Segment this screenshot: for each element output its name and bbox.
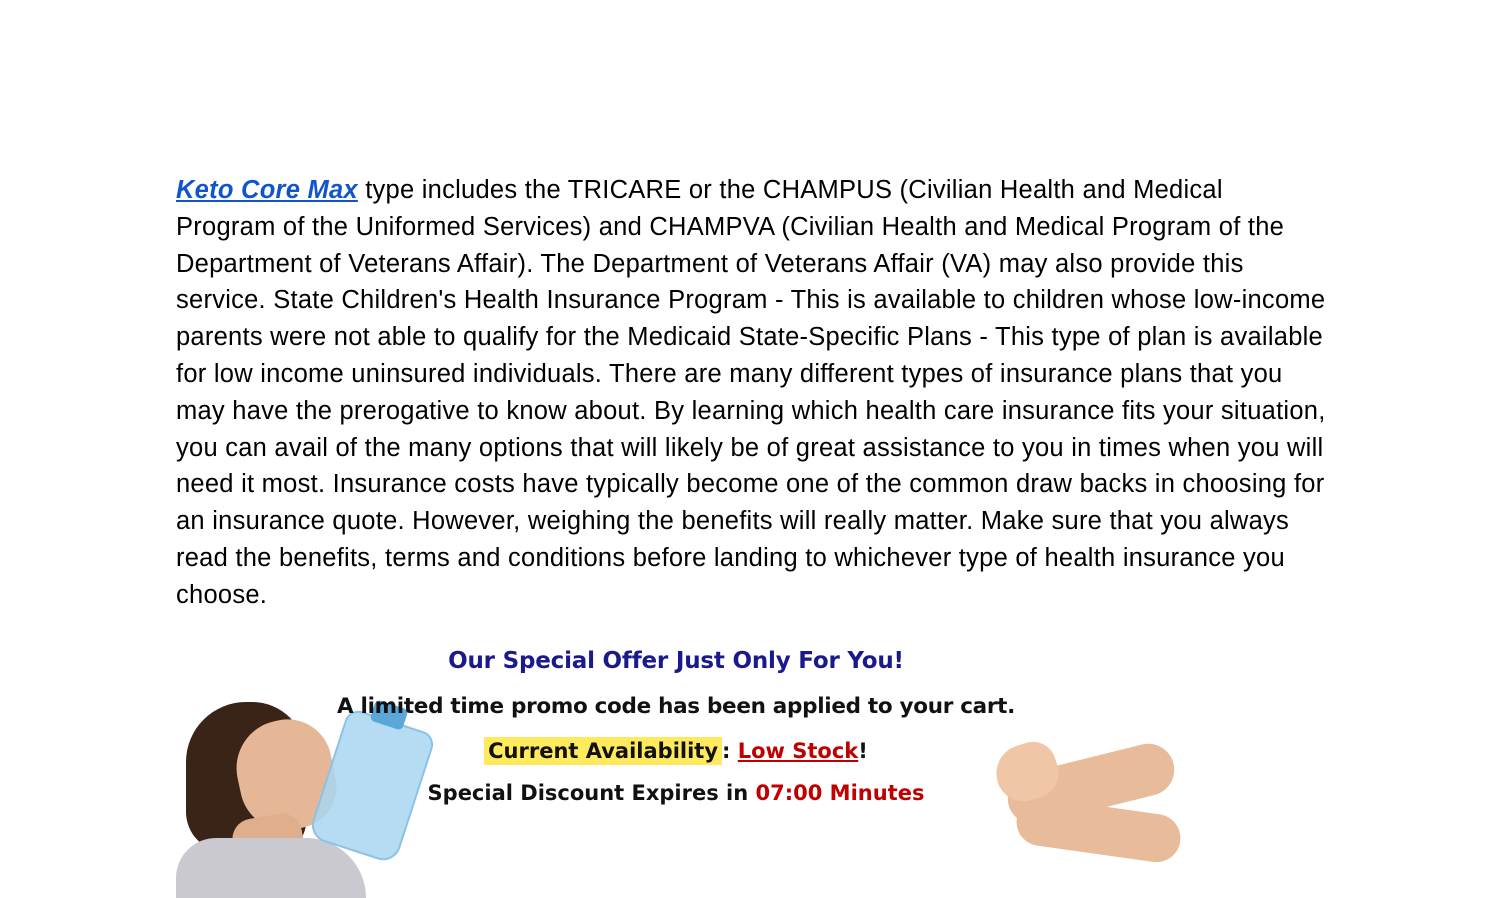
shoulder-shape [176,838,366,898]
availability-label: Current Availability [484,737,722,765]
promo-inner [176,640,1176,870]
paragraph-text: type includes the TRICARE or the CHAMPUS (Civilian Health and Medical Program of the Uniformed Services) and CHAMPVA (Civilian Health and Medical Program of the Department of Veterans Affair). The Department of Veterans Affair (VA) may also provide this service. State Children's Health Insurance Program - This is available to children whose low-income parents were not able to qualify for the Medicaid State-Specific Plans - This type of plan is available for low income uninsured individuals. There are many different types of insurance plans that you may have the prerogative to know about. By learning which health care insurance fits your situation, you can avail of the many options that will likely be of great assistance to you in times when you will need it most. Insurance costs have typically become one of the common draw backs in choosing for an insurance quote. However, weighing the benefits will really matter. Make sure that you always read the benefits, terms and conditions before landing to whichever type of health insurance you choose. [176,176,1326,609]
availability-separator: : [722,739,738,764]
article-body [176,172,1326,614]
promotional-banner[interactable] [176,640,1176,805]
paragraph-health-insurance [176,172,1326,614]
timer-label: Special Discount Expires in [427,780,756,805]
timer-value: 07:00 Minutes [755,780,925,805]
product-link-keto-core-max[interactable]: Keto Core Max [176,176,358,204]
availability-suffix: ! [858,739,868,764]
discount-timer-line [176,781,1176,806]
promo-text-column [176,640,1176,806]
status-badge-stock: Low Stock [737,739,859,764]
promo-headline: Our Special Offer Just Only For You! [448,648,904,674]
promo-subline: A limited time promo code has been applied to your cart. [336,693,1016,719]
availability-line [176,739,1176,764]
